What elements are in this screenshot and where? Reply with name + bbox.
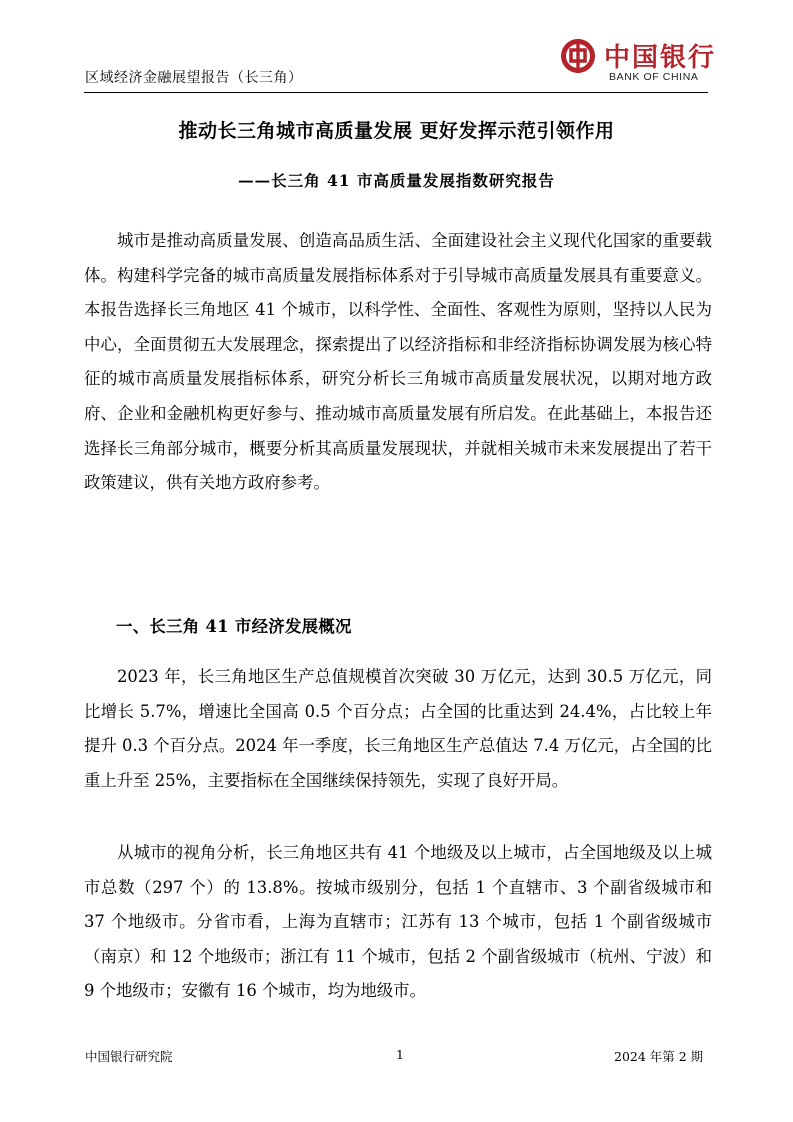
footer-issue: 2024 年第 2 期 [614, 1049, 704, 1064]
section-heading: 一、长三角 41 市经济发展概况 [116, 617, 352, 636]
logo-chinese-name: 中国银行 [604, 43, 717, 73]
page-title: 推动长三角城市高质量发展 更好发挥示范引领作用 [178, 120, 615, 142]
intro-paragraph: 城市是推动高质量发展、创造高品质生活、全面建设社会主义现代化国家的重要载体。构建科学完备的城市高质量发展指标体系对于引导城市高质量发展具有重要意义。本报告选择长三角地区 41 个城市，以科学性、全面性、客观性为原则，坚持以人民为中心，全面贯彻五大发展理念，探索提出了以经济指标和非经济指标协调发展为核心特征的城市高质量发展指标体系，研究分析长三角城市高质量发展状况，以期对地方政府、企业和金融机构更好参与、推动城市高质量发展有所启发。在此基础上，本报告还选择长三角部分城市，概要分析其高质量发展现状，并就相关城市未来发展提出了若干政策建议，供有关地方政府参考。 [84, 231, 712, 493]
gdp-overview-paragraph: 2023 年，长三角地区生产总值规模首次突破 30 万亿元，达到 30.5 万亿元，同比增长 5.7%，增速比全国高 0.5 个百分点；占全国的比重达到 24.4%，占比较上年提升 0.3 个百分点。2024 年一季度，长三角地区生产总值达 7.4 万亿元，占全国的比重上升至 25%，主要指标在全国继续保持领先，实现了良好开局。 [84, 667, 713, 790]
footer-organization: 中国银行研究院 [85, 1049, 173, 1064]
logo-english-name: BANK OF CHINA [609, 71, 699, 83]
bank-of-china-logo [560, 38, 720, 88]
page-subtitle: ——长三角 41 市高质量发展指数研究报告 [238, 171, 555, 190]
page-number: 1 [396, 1047, 404, 1062]
report-series-title: 区域经济金融展望报告（长三角） [85, 70, 303, 86]
city-overview-paragraph: 从城市的视角分析，长三角地区共有 41 个地级及以上城市，占全国地级及以上城市总数（297 个）的 13.8%。按城市级别分，包括 1 个直辖市、3 个副省级城市和 37 个地级市。分省市看，上海为直辖市；江苏有 13 个城市，包括 1 个副省级城市（南京）和 12 个地级市；浙江有 11 个城市，包括 2 个副省级城市（杭州、宁波）和 9 个地级市；安徽有 16 个城市，均为地级市。 [84, 843, 712, 1001]
bank-of-china-emblem-icon [560, 38, 596, 74]
header-divider [84, 92, 708, 93]
